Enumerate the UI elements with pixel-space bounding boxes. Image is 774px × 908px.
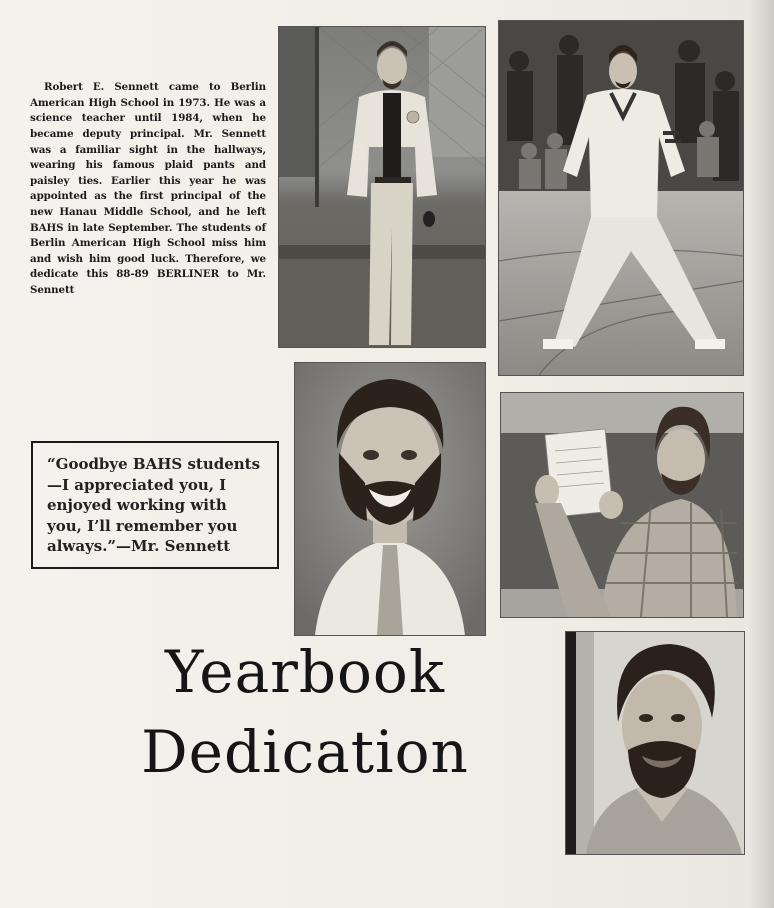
dedication-paragraph: Robert E. Sennett came to Berlin American High School in 1973. He was a science teacher until 1984, when he became deputy principal. Mr. Sennett was a familiar sight in the hallways, wearing his famous plaid pants and paisley ties. Earlier this year he was appointed as the first principal of the new Hanau Middle School, and he left BAHS in late September. The students of Berlin American High School miss him and wish him good luck. Therefore, we dedicate this 88-89 BERLINER to Mr. Sennett: [30, 81, 266, 297]
photo-standing-outdoors: [278, 26, 486, 348]
photo-holding-paper: [500, 392, 744, 618]
page-title-line-2: Dedication: [141, 718, 469, 786]
quote-box: “Goodbye BAHS students—I appreciated you, I enjoyed working with you, I’ll remember you always.”—Mr. Sennett: [31, 441, 279, 569]
photo-closeup-portrait: [565, 631, 745, 855]
photo-portrait-tie: [294, 362, 486, 636]
photo-gym-stance: [498, 20, 744, 376]
page-title-line-1: Yearbook: [165, 638, 445, 706]
page-edge-shadow: [748, 0, 774, 908]
